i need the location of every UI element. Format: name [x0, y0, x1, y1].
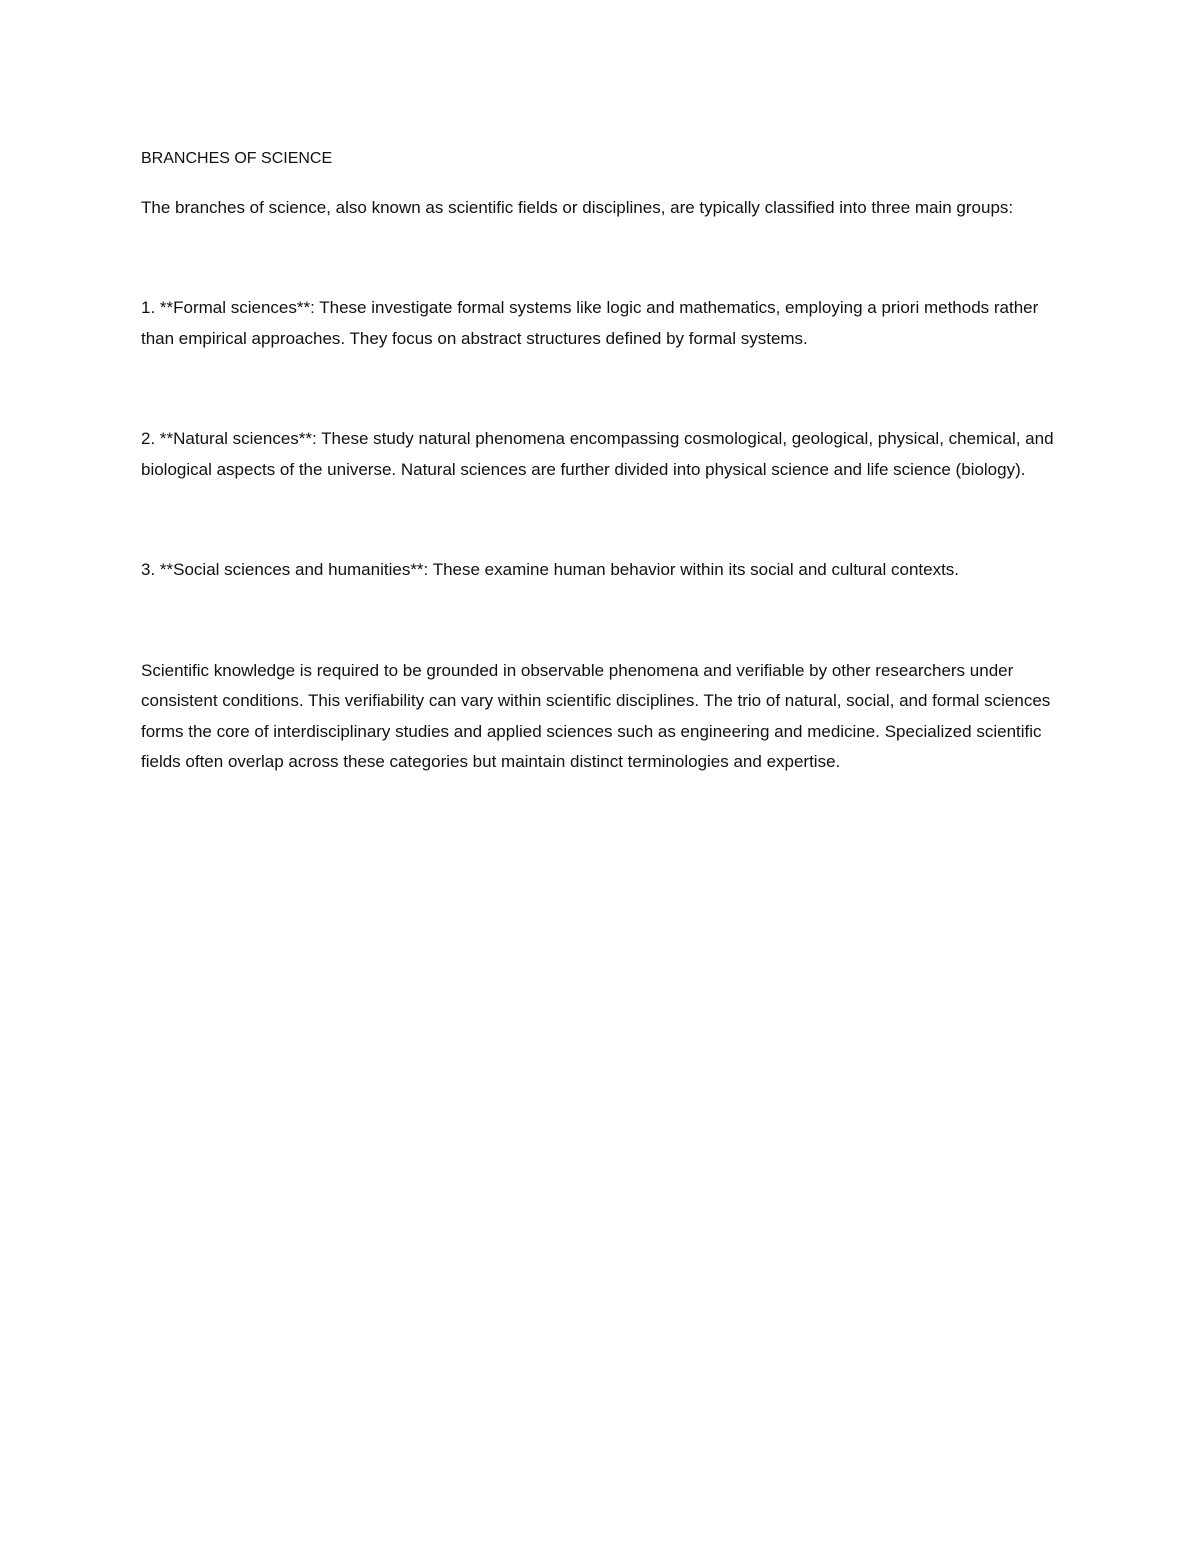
list-item-social-sciences: 3. **Social sciences and humanities**: These examine human behavior within its social and cultural contexts. — [141, 560, 960, 579]
list-item-formal-sciences: 1. **Formal sciences**: These investigate formal systems like logic and mathematics, employing a priori methods rather than empirical approaches. They focus on abstract structures defined by formal systems. — [141, 298, 1039, 348]
document-body — [141, 144, 1066, 778]
intro-paragraph: The branches of science, also known as scientific fields or disciplines, are typically classified into three main groups: — [141, 197, 1014, 217]
list-item-natural-sciences: 2. **Natural sciences**: These study natural phenomena encompassing cosmological, geological, physical, chemical, and biological aspects of the universe. Natural sciences are further divided into physical science and life science (biology). — [141, 429, 1054, 479]
document-title: BRANCHES OF SCIENCE — [141, 150, 333, 167]
conclusion-paragraph: Scientific knowledge is required to be grounded in observable phenomena and verifiable by other researchers under consistent conditions. This verifiability can vary within scientific disciplines. The trio of natural, social, and formal sciences forms the core of interdisciplinary studies and applied sciences such as engineering and medicine. Specialized scientific fields often overlap across these categories but maintain distinct terminologies and expertise. — [141, 660, 1051, 771]
